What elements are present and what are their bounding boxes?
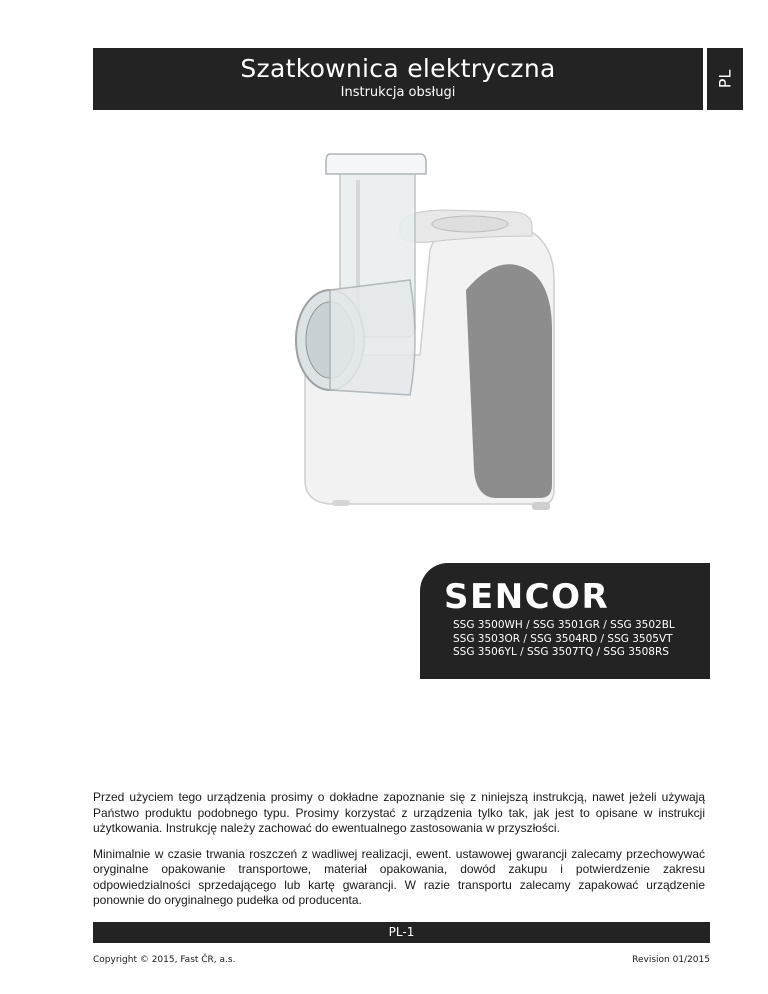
title-banner: [93, 48, 703, 110]
intro-paragraph: Przed użyciem tego urządzenia prosimy o dokładne zapoznanie się z niniejszą instrukcją, nawet jeżeli używają Państwo produktu podobnego typu. Prosimy korzystać z urządzenia tylko tak, jak jest to opisane w instrukcji użytkowania. Instrukcję należy zachować do ewentualnego zastosowania w przyszłości.: [93, 790, 705, 835]
model-line: SSG 3500WH / SSG 3501GR / SSG 3502BL: [453, 619, 675, 631]
document-subtitle: Instrukcja obsługi: [340, 85, 456, 100]
language-tab: [707, 48, 743, 110]
model-line: SSG 3506YL / SSG 3507TQ / SSG 3508RS: [453, 646, 669, 658]
page-number: PL-1: [388, 925, 415, 939]
language-label: PL: [715, 69, 735, 89]
intro-paragraph: Minimalnie w czasie trwania roszczeń z wadliwej realizacji, ewent. ustawowej gwarancji zalecamy przechowywać oryginalne opakowanie transportowe, materiał opakowania, dowód zakupu i potwierdzenie zakresu odpowiedzialności sprzedającego lub kartę gwarancji. W razie transportu zalecamy zapakować urządzenie ponownie do oryginalnego pudełka od producenta.: [93, 846, 705, 907]
revision: Revision 01/2015: [632, 955, 710, 965]
model-line: SSG 3503OR / SSG 3504RD / SSG 3505VT: [453, 632, 673, 645]
brand-panel: [420, 563, 710, 679]
copyright: Copyright © 2015, Fast ČR, a.s.: [93, 955, 236, 965]
product-image: [270, 140, 570, 520]
model-list: [453, 619, 675, 660]
intro-text: [93, 790, 705, 919]
page-number-bar: [93, 922, 710, 943]
document-title: Szatkownica elektryczna: [240, 54, 556, 83]
brand-logo: SENCOR: [444, 577, 610, 617]
